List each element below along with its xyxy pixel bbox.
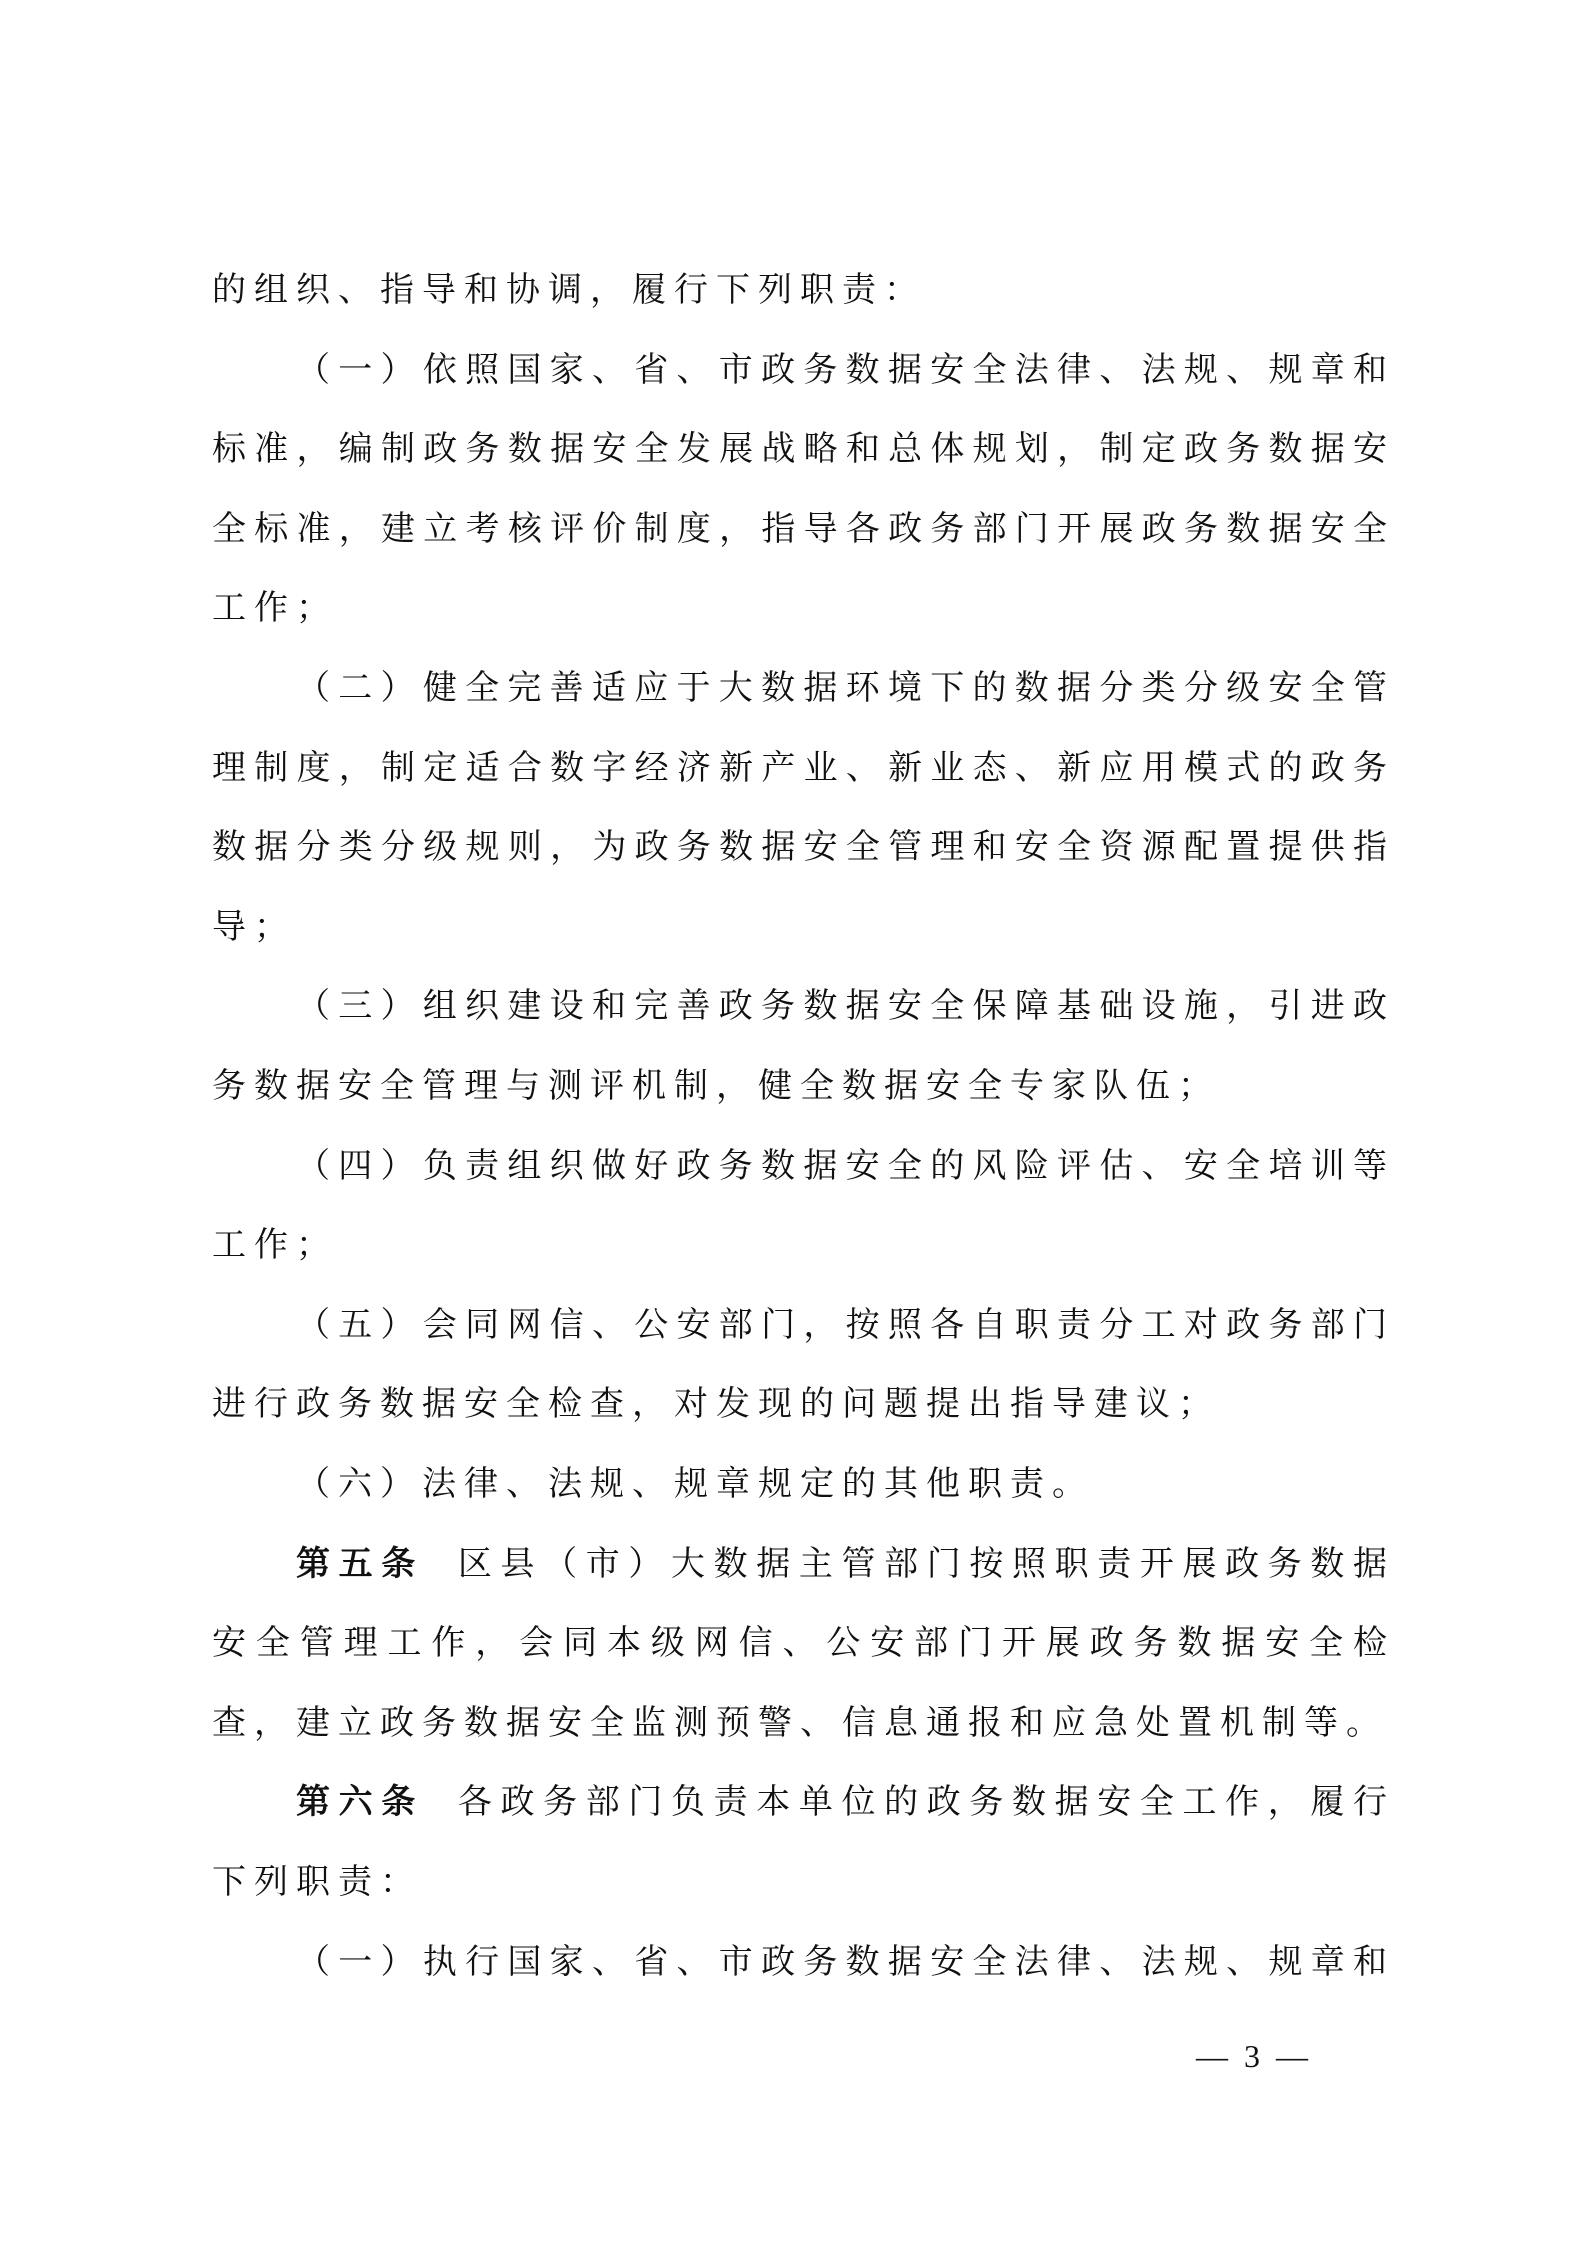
text-line (296, 1464, 1387, 1504)
text-line (212, 270, 1387, 310)
text-line (296, 350, 1387, 390)
text-line (212, 1862, 1387, 1902)
text-line (212, 1066, 1387, 1106)
text-line (212, 509, 1387, 549)
line-text: （二）健全完善适应于大数据环境下的数据分类分级安全管 (296, 668, 1387, 708)
line-text: （一）执行国家、省、市政务数据安全法律、法规、规章和 (296, 1941, 1387, 1982)
line-text: 的组织、指导和协调，履行下列职责： (212, 270, 926, 310)
line-text: （四）负责组织做好政务数据安全的风险评估、安全培训等 (296, 1145, 1387, 1186)
article-heading: 第六条 (296, 1782, 424, 1823)
line-text: 标准，编制政务数据安全发展战略和总体规划，制定政务数据安 (212, 429, 1387, 470)
text-line (212, 1225, 1387, 1265)
line-text: 导； (212, 906, 296, 947)
line-text: （五）会同网信、公安部门，按照各自职责分工对政务部门 (296, 1304, 1387, 1345)
line-text: 安全管理工作，会同本级网信、公安部门开展政务数据安全检 (212, 1623, 1387, 1664)
line-text: 工作； (212, 1225, 338, 1266)
line-text: 进行政务数据安全检查，对发现的问题提出指导建议； (212, 1384, 1220, 1425)
text-line (296, 1146, 1387, 1186)
line-text: 下列职责： (212, 1862, 422, 1902)
text-line (212, 1703, 1387, 1743)
text-line (212, 1384, 1387, 1424)
text-line (212, 907, 1387, 947)
text-line (212, 588, 1387, 628)
article-heading: 第五条 (296, 1543, 424, 1584)
line-text: 各政务部门负责本单位的政务数据安全工作，履行 (457, 1782, 1387, 1823)
text-line (296, 1942, 1387, 1982)
line-text: （六）法律、法规、规章规定的其他职责。 (296, 1464, 1094, 1504)
text-line (212, 827, 1387, 867)
text-line (296, 668, 1387, 708)
text-line (212, 748, 1387, 788)
line-text: 务数据安全管理与测评机制，健全数据安全专家队伍； (212, 1066, 1220, 1106)
line-text: 理制度，制定适合数字经济新产业、新业态、新应用模式的政务 (212, 747, 1387, 788)
text-line (296, 986, 1387, 1026)
text-line (212, 429, 1387, 469)
line-text: 查，建立政务数据安全监测预警、信息通报和应急处置机制等。 (212, 1702, 1388, 1743)
text-line (296, 1305, 1387, 1345)
line-text: 区县（市）大数据主管部门按照职责开展政务数据 (457, 1543, 1387, 1584)
line-text: 全标准，建立考核评价制度，指导各政务部门开展政务数据安全 (212, 508, 1387, 549)
text-line (296, 1544, 1387, 1584)
text-line (296, 1782, 1387, 1822)
page-number: — 3 — (1196, 2038, 1312, 2074)
line-text: 工作； (212, 588, 338, 629)
line-text: 数据分类分级规则，为政务数据安全管理和安全资源配置提供指 (212, 827, 1387, 868)
text-line (212, 1623, 1387, 1663)
line-text: （一）依照国家、省、市政务数据安全法律、法规、规章和 (296, 349, 1387, 390)
line-text: （三）组织建设和完善政务数据安全保障基础设施，引进政 (296, 986, 1387, 1027)
